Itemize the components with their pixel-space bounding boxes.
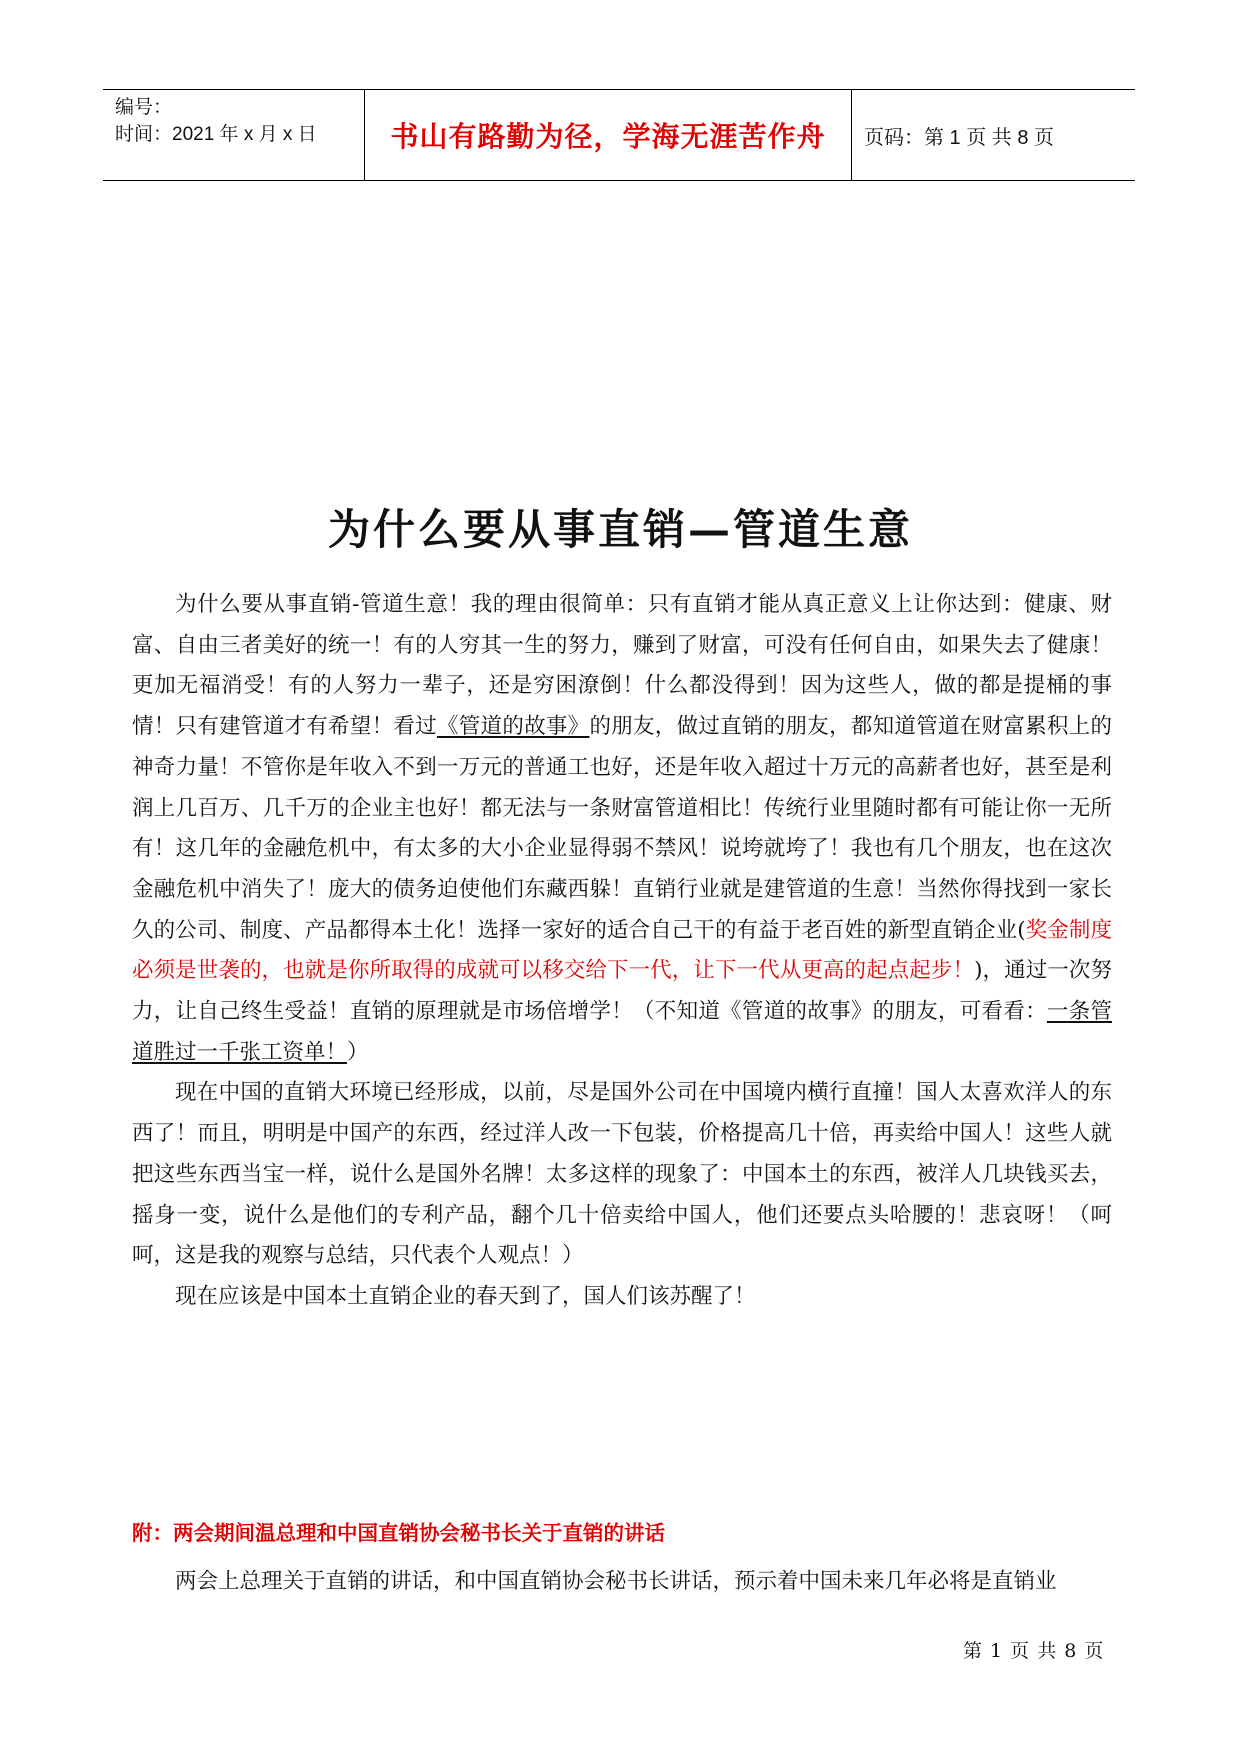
paragraph-3: 现在应该是中国本土直销企业的春天到了，国人们该苏醒了！	[175, 1283, 756, 1309]
paragraph-1	[132, 585, 1112, 1073]
pipeline-vs-payslip-link[interactable]: 一条管道胜过一千张工资单！	[132, 999, 1112, 1065]
paragraph-1-text-c: )，通过一次努力，让自己终生受益！直销的原理就是市场倍增学！（不知道《管道的故事》的朋友，可看看：	[132, 958, 1112, 1025]
appendix-paragraph: 两会上总理关于直销的讲话，和中国直销协会秘书长讲话，预示着中国未来几年必将是直销业	[175, 1569, 1057, 1594]
paragraph-1-text-b: 的朋友，做过直销的朋友，都知道管道在财富累积上的神奇力量！不管你是年收入不到一万元的普通工也好，还是年收入超过十万元的高薪者也好，甚至是利润上几百万、几千万的企业主也好！都无法与一条财富管道相比！传统行业里随时都有可能让你一无所有！这几年的金融危机中，有太多的大小企业显得弱不禁风！说垮就垮了！我也有几个朋友，也在这次金融危机中消失了！庞大的债务迫使他们东藏西躲！直销行业就是建管道的生意！当然你得找到一家长久的公司、制度、产品都得本土化！选择一家好的适合自己干的有益于老百姓的新型直销企业(	[132, 714, 1112, 943]
serial-number-label: 编号：	[115, 97, 173, 118]
document-body	[132, 585, 1112, 1318]
document-header	[103, 89, 1135, 181]
document-title: 为什么要从事直销—管道生意	[327, 505, 913, 554]
appendix-heading: 附：两会期间温总理和中国直销协会秘书长关于直销的讲话	[132, 1521, 665, 1545]
header-motto: 书山有路勤为径，学海无涯苦作舟	[365, 90, 852, 180]
header-page-code: 页码：第 1 页 共 8 页	[864, 126, 1055, 149]
time-label: 时间：2021 年 x 月 x 日	[115, 124, 317, 145]
header-meta-cell	[103, 90, 365, 180]
bonus-system-note: 奖金制度必须是世袭的，也就是你所取得的成就可以移交给下一代，让下一代从更高的起点起步！	[132, 917, 1112, 984]
page-footer: 第 1 页 共 8 页	[963, 1640, 1105, 1662]
paragraph-1-text-a: 为什么要从事直销-管道生意！我的理由很简单：只有直销才能从真正意义上让你达到：健康、财富、自由三者美好的统一！有的人穷其一生的努力，赚到了财富，可没有任何自由，如果失去了健康！更加无福消受！有的人努力一辈子，还是穷困潦倒！什么都没得到！因为这些人，做的都是提桶的事情！只有建管道才有希望！看过	[132, 592, 1112, 740]
paragraph-1-text-d: ）	[347, 1039, 369, 1065]
paragraph-2: 现在中国的直销大环境已经形成，以前，尽是国外公司在中国境内横行直撞！国人太喜欢洋人的东西了！而且，明明是中国产的东西，经过洋人改一下包装，价格提高几十倍，再卖给中国人！这些人就把这些东西当宝一样，说什么是国外名牌！太多这样的现象了：中国本土的东西，被洋人几块钱买去，摇身一变，说什么是他们的专利产品，翻个几十倍卖给中国人，他们还要点头哈腰的！悲哀呀！（呵呵，这是我的观察与总结，只代表个人观点！）	[132, 1080, 1112, 1269]
pipeline-story-link[interactable]: 《管道的故事》	[436, 714, 590, 740]
